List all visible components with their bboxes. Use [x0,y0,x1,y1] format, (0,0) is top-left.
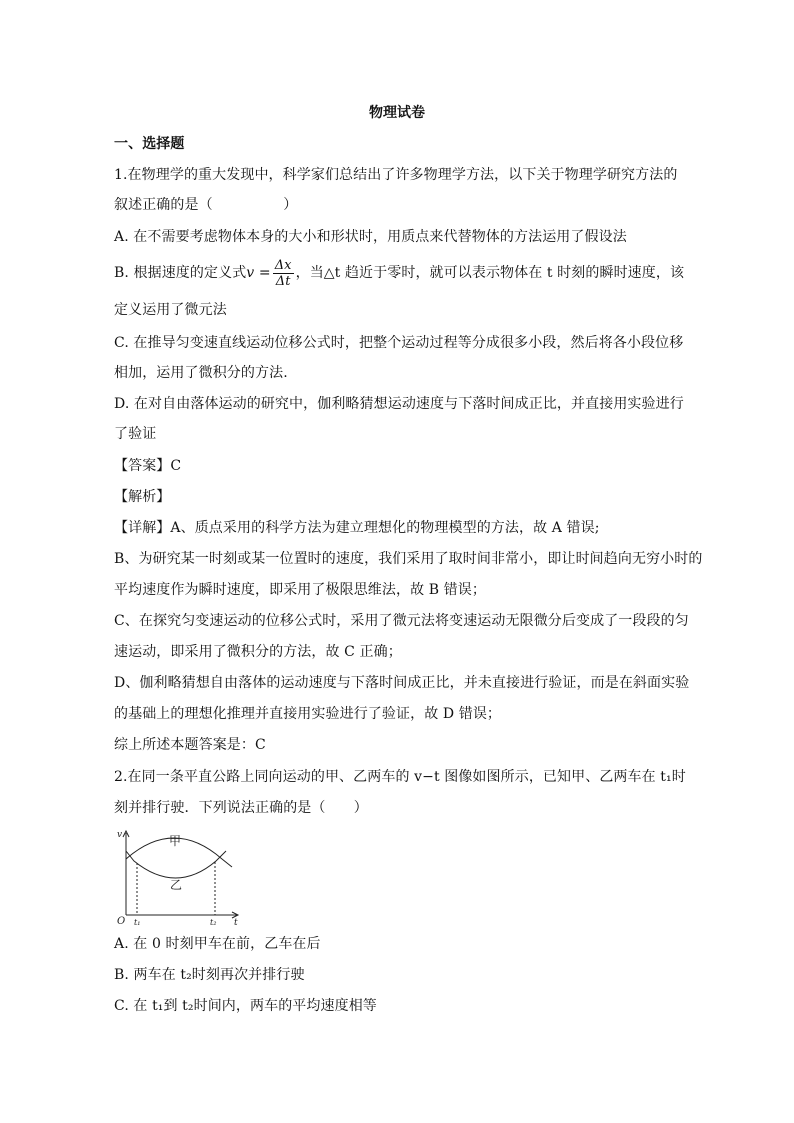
section-heading: 一、选择题 [114,136,185,152]
q1-detail-c2: 速运动，即采用了微积分的方法，故 C 正确； [114,644,402,660]
q1-stem-line1: 1.在物理学的重大发现中，科学家们总结出了许多物理学方法，以下关于物理学研究方法的 [114,167,678,183]
q1-detail-b2: 平均速度作为瞬时速度，即采用了极限思维法，故 B 错误； [114,582,486,598]
q2-stem-line2: 刻并排行驶．下列说法正确的是（ ） [114,800,368,816]
q1-detail-a: 【详解】A、质点采用的科学方法为建立理想化的物理模型的方法，故 A 错误; [114,520,600,536]
q1-option-d-line1: D. 在对自由落体运动的研究中，伽利略猜想运动速度与下落时间成正比，并直接用实验进行 [114,396,684,412]
q1-option-b-line1 [114,256,684,290]
q2-stem-line1: 2.在同一条平直公路上同向运动的甲、乙两车的 v−t 图像如图所示，已知甲、乙两车在 t₁时 [114,769,686,785]
v-axis-label: v [117,830,123,840]
curve-yi [126,851,226,878]
q1-option-b-prefix: B. 根据速度的定义式 [114,265,247,281]
q1-option-d-line2: 了验证 [114,426,157,442]
jia-label: 甲 [169,834,182,848]
yi-label: 乙 [170,878,183,892]
q2-option-c: C. 在 t₁到 t₂时间内，两车的平均速度相等 [114,998,377,1014]
q1-formula-lhs: v = [246,265,271,281]
q1-stem-line2: 叙述正确的是（ ） [114,197,298,213]
formula-denominator: Δt [275,273,291,289]
q1-detail-d2: 的基础上的理想化推理并直接用实验进行了验证，故 D 错误； [114,706,502,722]
page-title: 物理试卷 [369,105,425,121]
q1-option-c-line1: C. 在推导匀变速直线运动位移公式时，把整个运动过程等分成很多小段，然后将各小段位移 [114,335,684,351]
vt-graph [114,823,244,925]
q1-detail-d1: D、伽利略猜想自由落体的运动速度与下落时间成正比，并未直接进行验证，而是在斜面实验 [114,675,690,691]
q1-detail-c1: C、在探究匀变速运动的位移公式时，采用了微元法将变速运动无限微分后变成了一段段的匀 [114,613,689,629]
q1-analysis-header: 【解析】 [114,489,171,505]
q1-option-c-line2: 相加，运用了微积分的方法. [114,365,288,381]
q1-answer: 【答案】C [114,458,182,474]
formula-numerator: Δx [274,257,292,273]
q2-option-a: A. 在 0 时刻甲车在前，乙车在后 [114,936,321,952]
q1-option-b-suffix: ，当△t 趋近于零时，就可以表示物体在 t 时刻的瞬时速度，该 [295,265,685,281]
q1-detail-b1: B、为研究某一时刻或某一位置时的速度，我们采用了取时间非常小，即让时间趋向无穷小时的 [114,551,703,567]
q2-option-b: B. 两车在 t₂时刻再次并排行驶 [114,967,305,983]
t1-tick-label: t₁ [134,918,141,925]
q1-velocity-formula [273,258,294,289]
q1-summary: 综上所述本题答案是：C [114,737,266,753]
t-axis-label: t [234,918,238,925]
q1-option-b-line2: 定义运用了微元法 [114,302,227,318]
t2-tick-label: t₂ [210,918,217,925]
q1-option-a: A. 在不需要考虑物体本身的大小和形状时，用质点来代替物体的方法运用了假设法 [114,229,627,245]
origin-label: O [117,916,126,925]
